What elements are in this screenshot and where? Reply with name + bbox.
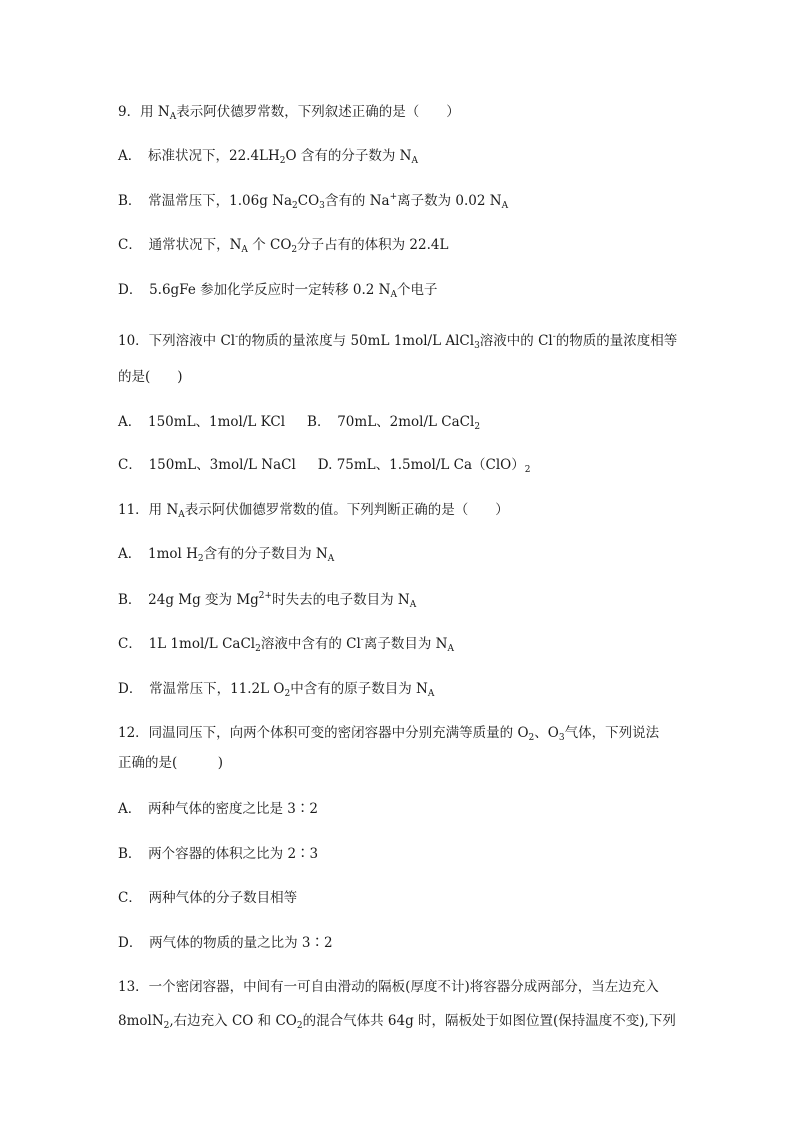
text-run: D． 常温常压下，11.2L O (118, 681, 285, 697)
text-run: 、O (534, 725, 559, 741)
text-run: CO (297, 193, 320, 209)
subscript: 2 (528, 733, 535, 743)
text-run: 表示阿伏伽德罗常数的值。下列判断正确的是（ ） (184, 502, 509, 518)
subscript: 2 (291, 245, 298, 255)
answer-option (118, 591, 416, 609)
text-run: 表示阿伏德罗常数，下列叙述正确的是（ ） (176, 104, 460, 120)
text-run: 的混合气体共 64g 时，隔板处于如图位置(保持温度不变),下列 (302, 1013, 676, 1029)
subscript: 3 (558, 733, 565, 743)
text-run: C． 1L 1mol/L CaCl (118, 636, 256, 652)
text-run: C． 150mL、3mol/L NaCl (118, 457, 296, 473)
answer-option (118, 545, 334, 563)
question-stem (118, 103, 460, 121)
subscript: A (241, 245, 248, 255)
question-stem (118, 332, 677, 350)
text-run: D． 5.6gFe 参加化学反应时一定转移 0.2 N (118, 282, 391, 298)
text-run: 分子占有的体积为 22.4L (297, 237, 449, 253)
answer-option (118, 236, 448, 254)
text-run: A． 两种气体的密度之比是 3∶2 (118, 801, 318, 817)
answer-option (118, 934, 333, 952)
text-run: B． 常温常压下，1.06g Na (118, 193, 293, 209)
subscript: 2 (474, 422, 481, 432)
question-stem (118, 724, 659, 742)
text-run: 个 CO (247, 237, 292, 253)
answer-option (118, 281, 437, 299)
text-run: ,右边充入 CO 和 CO (169, 1013, 297, 1029)
text-run: 8molN (118, 1013, 164, 1029)
subscript: A (447, 644, 454, 654)
text-run: 的物质的量浓度相等 (555, 333, 678, 349)
text-run: 离子数为 0.02 N (397, 193, 502, 209)
answer-option (118, 635, 454, 653)
text-run: B． 两个容器的体积之比为 2∶3 (118, 846, 319, 862)
superscript: - (360, 635, 364, 645)
text-run: 溶液中的 Cl (479, 333, 553, 349)
question-stem (118, 1012, 676, 1030)
subscript: A (178, 510, 185, 520)
text-run: 含有的分子数目为 N (203, 546, 328, 562)
text-run: O 含有的分子数为 N (285, 148, 412, 164)
answer-option (118, 192, 508, 210)
subscript: A (427, 689, 435, 699)
answer-option (118, 680, 434, 698)
question-stem (118, 754, 223, 772)
answer-option (118, 889, 297, 907)
subscript: A (409, 600, 417, 610)
subscript: 2 (284, 689, 291, 699)
text-run: 中含有的原子数目为 N (290, 681, 428, 697)
text-run: C． 两种气体的分子数目相等 (118, 890, 298, 906)
text-run: C． 通常状况下，N (118, 237, 242, 253)
superscript: 2+ (258, 591, 273, 601)
subscript: 3 (319, 201, 325, 211)
text-run: 离子数目为 N (363, 636, 448, 652)
subscript: A (169, 112, 177, 122)
question-stem (118, 501, 509, 519)
text-run: 含有的 Na (324, 193, 390, 209)
subscript: 2 (296, 1021, 303, 1031)
subscript: A (411, 156, 418, 166)
text-run: 时失去的电子数目为 N (272, 592, 410, 608)
text-run: A． 1mol H (118, 546, 198, 562)
text-run: 的物质的量浓度与 50mL 1mol/L AlCl (238, 333, 475, 349)
question-stem (118, 368, 183, 386)
subscript: 2 (292, 201, 298, 211)
subscript: 2 (197, 554, 204, 564)
text-run: 的是( ) (118, 369, 183, 385)
subscript: A (501, 201, 509, 211)
text-run: 溶液中含有的 Cl (260, 636, 361, 652)
answer-option (118, 413, 480, 431)
text-run: 9．用 N (118, 104, 170, 120)
text-run: 11．用 N (118, 502, 179, 518)
text-run: D. 75mL、1.5mol/L Ca（ClO） (317, 457, 525, 473)
answer-option (118, 147, 418, 165)
answer-option (118, 845, 318, 863)
text-run: B． 70mL、2mol/L CaCl (307, 414, 475, 430)
text-run: 气体，下列说法 (564, 725, 660, 741)
text-run: 10．下列溶液中 Cl (118, 333, 236, 349)
superscript: - (552, 332, 556, 342)
text-run: A． 150mL、1mol/L KCl (118, 414, 286, 430)
text-run: 13．一个密闭容器，中间有一可自由滑动的隔板(厚度不计)将容器分成两部分，当左边充入 (118, 979, 659, 995)
text-run: 个电子 (396, 282, 438, 298)
text-run: A． 标准状况下，22.4LH (118, 148, 280, 164)
subscript: 3 (474, 341, 480, 351)
subscript: 2 (163, 1021, 170, 1031)
text-run: 正确的是( ) (118, 755, 224, 771)
subscript: 2 (524, 465, 531, 475)
superscript: + (389, 192, 398, 202)
answer-option (118, 800, 318, 818)
subscript: A (390, 290, 397, 300)
text-run: D． 两气体的物质的量之比为 3∶2 (118, 935, 333, 951)
answer-option (118, 456, 530, 474)
superscript: - (235, 332, 239, 342)
subscript: A (327, 554, 335, 564)
question-stem (118, 978, 659, 996)
subscript: 2 (255, 644, 261, 654)
text-run: B． 24g Mg 变为 Mg (118, 592, 259, 608)
subscript: 2 (279, 156, 286, 166)
text-run: 12．同温同压下，向两个体积可变的密闭容器中分别充满等质量的 O (118, 725, 529, 741)
